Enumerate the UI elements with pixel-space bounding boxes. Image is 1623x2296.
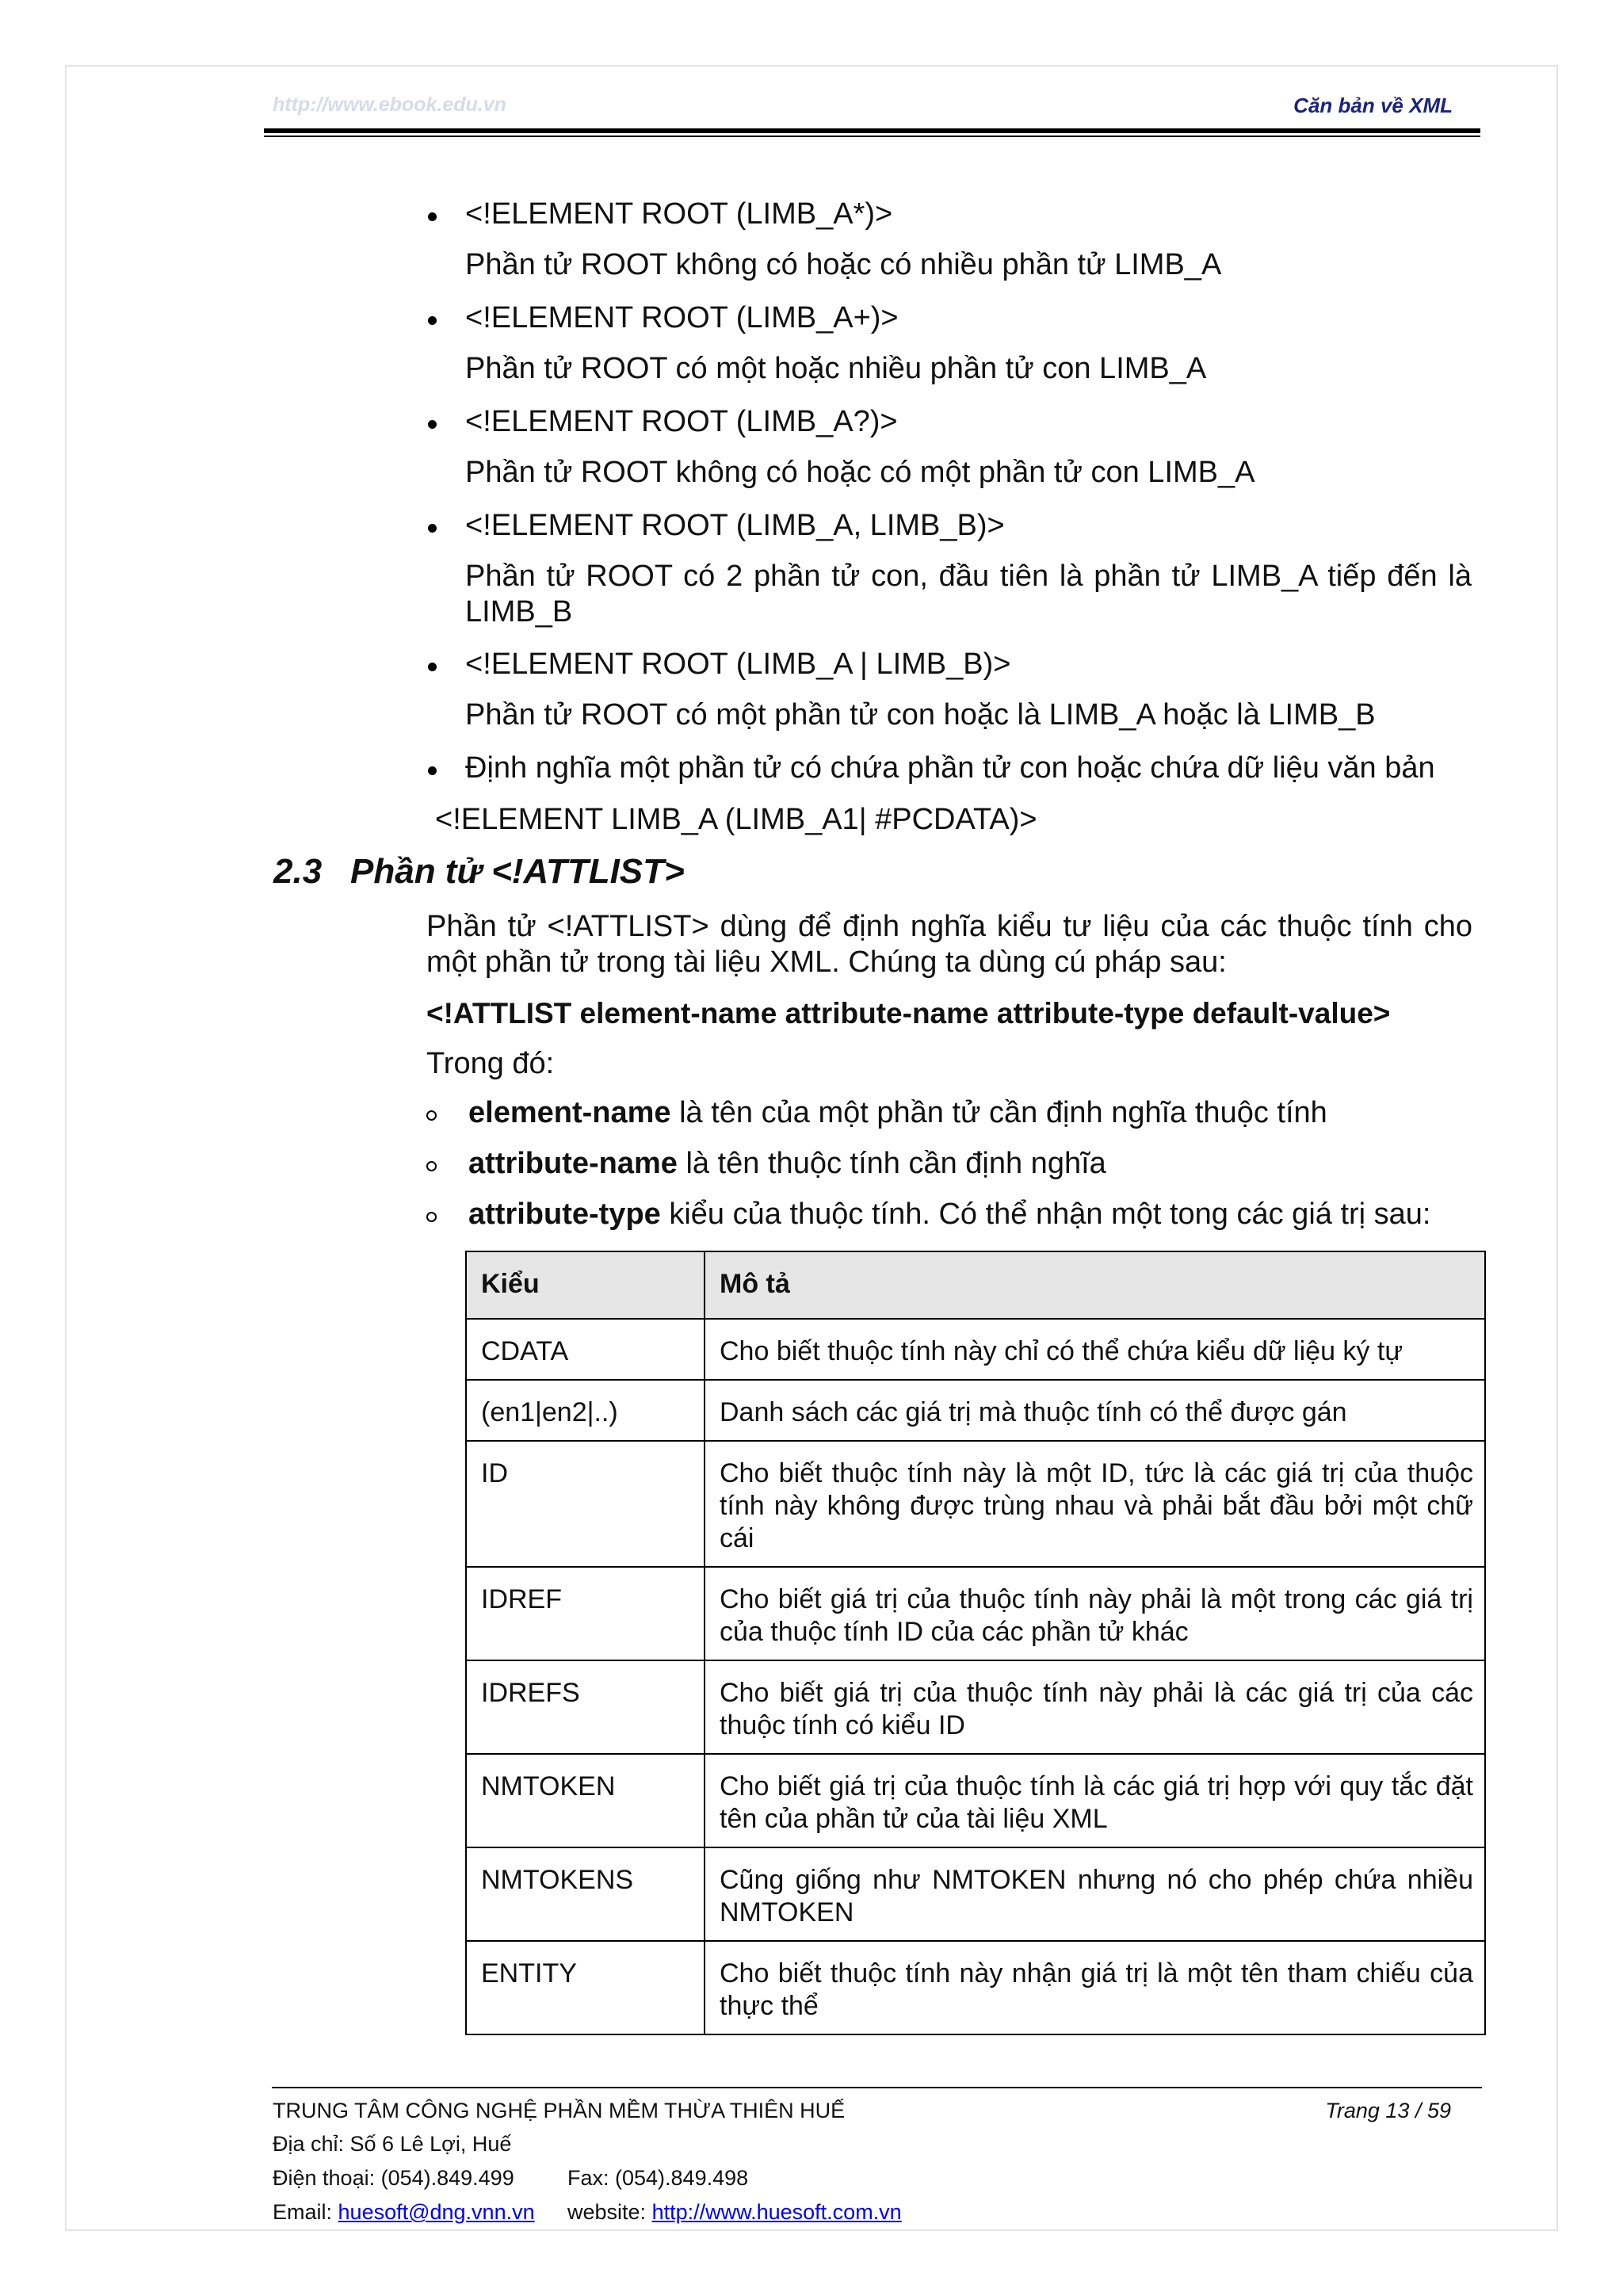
bullet-dot bbox=[428, 663, 437, 671]
bullet-dot bbox=[428, 212, 437, 221]
intro-paragraph: Phần tử <!ATTLIST> dùng để định nghĩa kiểu tư liệu của các thuộc tính cho một phần tử trong tài liệu XML. Chúng ta dùng cú pháp sau: bbox=[426, 910, 1472, 979]
email-link[interactable]: huesoft@dng.vnn.vn bbox=[338, 2200, 535, 2224]
table-cell-desc: Cho biết giá trị của thuộc tính này phải là một trong các giá trị của thuộc tính ID của các phần tử khác bbox=[705, 1567, 1485, 1660]
bullet-code: <!ELEMENT ROOT (LIMB_A*)> bbox=[465, 197, 893, 231]
section-heading bbox=[273, 852, 685, 892]
pcdata-example: <!ELEMENT LIMB_A (LIMB_A1| #PCDATA)> bbox=[435, 803, 1037, 836]
attribute-type-table bbox=[465, 1251, 1486, 2035]
page-number: Trang 13 / 59 bbox=[1325, 2099, 1451, 2122]
table-cell-type: ID bbox=[466, 1441, 705, 1567]
table-cell-desc: Cũng giống như NMTOKEN nhưng nó cho phép chứa nhiều NMTOKEN bbox=[705, 1847, 1485, 1941]
table-row bbox=[466, 1567, 1485, 1660]
table-header-row bbox=[466, 1251, 1485, 1319]
footer-email: Email: huesoft@dng.vnn.vn bbox=[273, 2200, 535, 2224]
attlist-syntax: <!ATTLIST element-name attribute-name attribute-type default-value> bbox=[426, 997, 1391, 1030]
bullet-desc: Phần tử ROOT không có hoặc có nhiều phần tử LIMB_A bbox=[465, 248, 1222, 281]
bullet-text: Định nghĩa một phần tử có chứa phần tử con hoặc chứa dữ liệu văn bản bbox=[465, 751, 1435, 785]
bullet-dot bbox=[428, 766, 437, 775]
option-circle bbox=[426, 1212, 437, 1222]
table-cell-type: (en1|en2|..) bbox=[466, 1380, 705, 1441]
table-row bbox=[466, 1660, 1485, 1754]
header-rule-thin bbox=[264, 136, 1480, 137]
bullet-dot bbox=[428, 316, 437, 325]
table-row bbox=[466, 1754, 1485, 1847]
table-row bbox=[466, 1941, 1485, 2034]
table-cell-type: NMTOKEN bbox=[466, 1754, 705, 1847]
bullet-desc: Phần tử ROOT có 2 phần tử con, đầu tiên là phần tử LIMB_A tiếp đến là LIMB_B bbox=[465, 560, 1472, 628]
table-row bbox=[466, 1441, 1485, 1567]
bullet-dot bbox=[428, 420, 437, 429]
bullet-desc: Phần tử ROOT có một hoặc nhiều phần tử con LIMB_A bbox=[465, 352, 1207, 385]
bullet-dot bbox=[428, 524, 437, 533]
table-cell-type: NMTOKENS bbox=[466, 1847, 705, 1941]
table-cell-type: CDATA bbox=[466, 1319, 705, 1380]
bullet-desc: Phần tử ROOT có một phần tử con hoặc là LIMB_A hoặc là LIMB_B bbox=[465, 698, 1376, 732]
bullet-code: <!ELEMENT ROOT (LIMB_A, LIMB_B)> bbox=[465, 509, 1005, 542]
table-cell-type: IDREF bbox=[466, 1567, 705, 1660]
option-circle bbox=[426, 1110, 437, 1121]
table-cell-desc: Cho biết thuộc tính này là một ID, tức là các giá trị của thuộc tính này không được trùng nhau và phải bắt đầu bởi một chữ cái bbox=[705, 1441, 1485, 1567]
bullet-code: <!ELEMENT ROOT (LIMB_A?)> bbox=[465, 405, 898, 438]
website-link[interactable]: http://www.huesoft.com.vn bbox=[651, 2200, 902, 2224]
header-rule bbox=[264, 128, 1480, 133]
table-row bbox=[466, 1319, 1485, 1380]
footer-org: TRUNG TÂM CÔNG NGHỆ PHẦN MỀM THỪA THIÊN HUẾ bbox=[273, 2099, 846, 2122]
table-cell-desc: Danh sách các giá trị mà thuộc tính có thể được gán bbox=[705, 1380, 1485, 1441]
bullet-desc: Phần tử ROOT không có hoặc có một phần tử con LIMB_A bbox=[465, 456, 1255, 489]
table-cell-desc: Cho biết giá trị của thuộc tính này phải là các giá trị của các thuộc tính có kiểu ID bbox=[705, 1660, 1485, 1754]
table-row bbox=[466, 1847, 1485, 1941]
footer-website: website: http://www.huesoft.com.vn bbox=[567, 2200, 902, 2224]
option-item: attribute-type kiểu của thuộc tính. Có thể nhận một tong các giá trị sau: bbox=[468, 1198, 1431, 1231]
table-header: Kiểu bbox=[466, 1251, 705, 1319]
option-item: element-name là tên của một phần tử cần định nghĩa thuộc tính bbox=[468, 1096, 1327, 1129]
option-item: attribute-name là tên thuộc tính cần định nghĩa bbox=[468, 1147, 1106, 1180]
option-circle bbox=[426, 1161, 437, 1171]
table-cell-desc: Cho biết thuộc tính này chỉ có thể chứa kiểu dữ liệu ký tự bbox=[705, 1319, 1485, 1380]
table-cell-type: ENTITY bbox=[466, 1941, 705, 2034]
footer-phone: Điện thoại: (054).849.499 bbox=[273, 2166, 514, 2190]
table-cell-desc: Cho biết giá trị của thuộc tính là các giá trị hợp với quy tắc đặt tên của phần tử của tài liệu XML bbox=[705, 1754, 1485, 1847]
trong-do-label: Trong đó: bbox=[426, 1047, 555, 1080]
footer-rule bbox=[272, 2087, 1482, 2088]
bullet-code: <!ELEMENT ROOT (LIMB_A+)> bbox=[465, 301, 899, 334]
table-cell-desc: Cho biết thuộc tính này nhận giá trị là một tên tham chiếu của thực thể bbox=[705, 1941, 1485, 2034]
table-cell-type: IDREFS bbox=[466, 1660, 705, 1754]
header-title: Căn bản về XML bbox=[1293, 94, 1453, 117]
section-title: Phần tử <!ATTLIST> bbox=[350, 852, 685, 891]
table-header: Mô tả bbox=[705, 1251, 1485, 1319]
footer-address: Địa chỉ: Số 6 Lê Lợi, Huế bbox=[273, 2132, 512, 2156]
footer-fax: Fax: (054).849.498 bbox=[567, 2166, 749, 2190]
section-number: 2.3 bbox=[273, 852, 323, 891]
bullet-code: <!ELEMENT ROOT (LIMB_A | LIMB_B)> bbox=[465, 648, 1011, 681]
header-url: http://www.ebook.edu.vn bbox=[273, 94, 506, 116]
table-row bbox=[466, 1380, 1485, 1441]
